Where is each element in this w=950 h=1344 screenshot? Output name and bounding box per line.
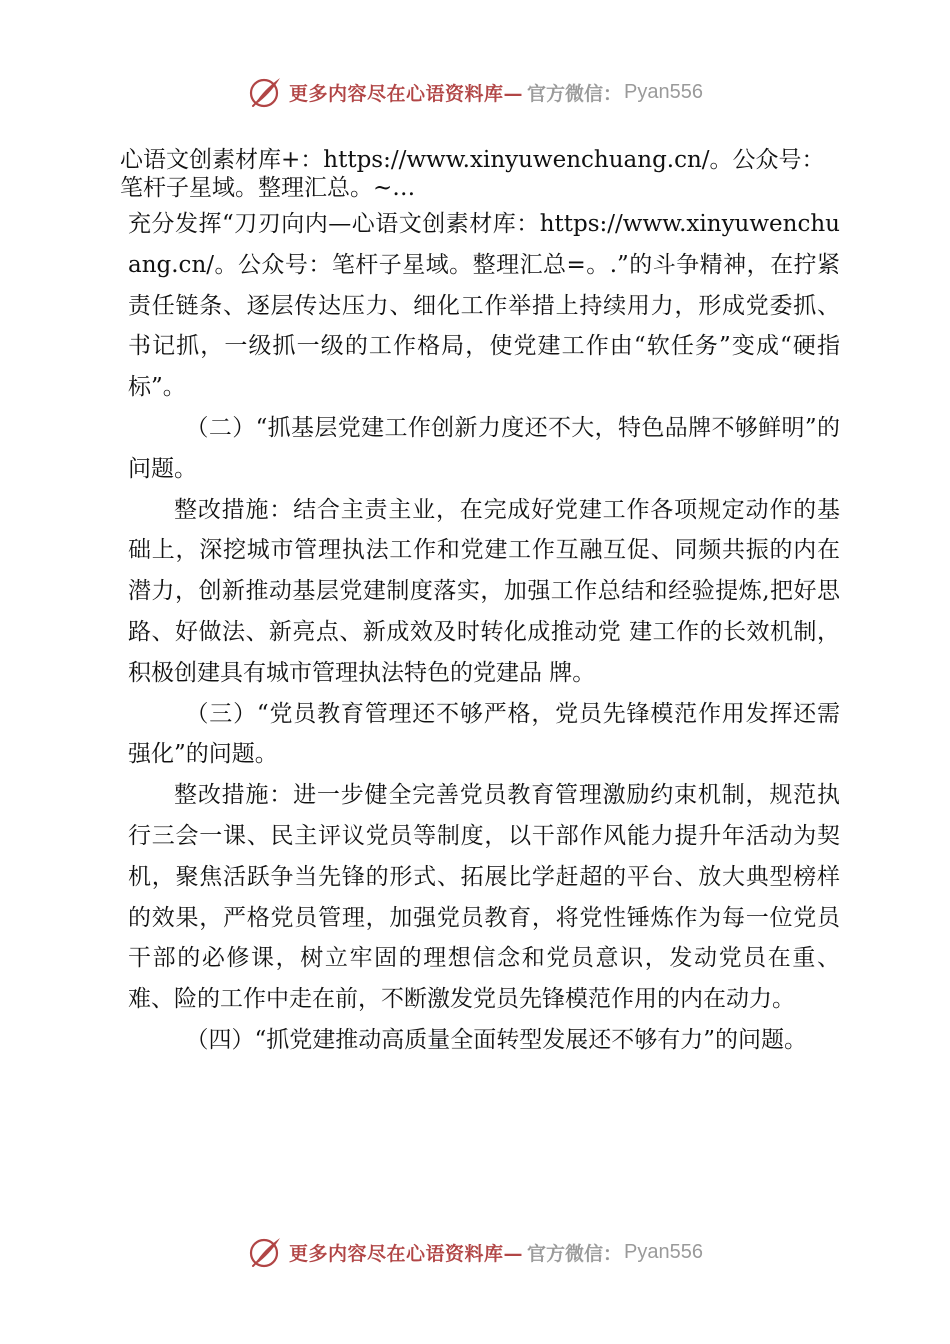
watermark-wechat-id: Pyan556 [624,1240,703,1263]
source-note-line-1: 心语文创素材库+：https://www.xinyuwenchuang.cn/。公众号： [120,147,825,173]
watermark-slogan: 更多内容尽在心语资料库— [289,82,524,105]
quill-logo-icon [247,1234,283,1270]
source-note [120,146,840,202]
watermark-slogan: 更多内容尽在心语资料库— [289,1242,524,1265]
paragraph-measures-3: 整改措施：进一步健全完善党员教育管理激励约束机制，规范执行三会一课、民主评议党员等制度，以干部作风能力提升年活动为契机，聚焦活跃争当先锋的形式、拓展比学赶超的平台、放大典型榜样的效果，严格党员管理，加强党员教育，将党性锤炼作为每一位党员干部的必修课，树立牢固的理想信念和党员意识，发动党员在重、难、险的工作中走在前，不断激发党员先锋模范作用的内在动力。 [128,782,840,1013]
section-heading-3: （三）“党员教育管理还不够严格，党员先锋模范作用发挥还需强化”的问题。 [128,700,840,768]
paragraph-measures-2: 整改措施：结合主责主业，在完成好党建工作各项规定动作的基础上，深挖城市管理执法工作和党建工作互融互促、同频共振的内在潜力，创新推动基层党建制度落实，加强工作总结和经验提炼,把好思路、好做法、新亮点、新成效及时转化成推动党 建工作的长效机制，积极创建具有城市管理执法特色的党建品 牌。 [128,496,840,686]
section-heading-2: （二）“抓基层党建工作创新力度还不大，特色品牌不够鲜明”的问题。 [128,414,840,482]
quill-logo-icon [247,74,283,110]
section-heading-4: （四）“抓党建推动高质量全面转型发展还不够有力”的问题。 [185,1026,808,1053]
paragraph-intro: 充分发挥“刀刃向内—心语文创素材库：https://www.xinyuwenchuang.cn/。公众号：笔杆子星域。整理汇总=。.”的斗争精神，在拧紧责任链条、逐层传达压力、细化工作举措上持续用力，形成党委抓、书记抓，一级抓一级的工作格局，使党建工作由“软任务”变成“硬指标”。 [128,211,840,401]
watermark-banner-bottom [0,1230,950,1274]
document-body [128,204,840,1061]
source-note-line-2: 笔杆子星域。整理汇总。~… [120,175,416,201]
watermark-wechat-label: 官方微信： [527,82,623,105]
watermark-wechat-label: 官方微信： [527,1242,623,1265]
watermark-wechat-id: Pyan556 [624,80,703,103]
watermark-banner-top [0,70,950,114]
